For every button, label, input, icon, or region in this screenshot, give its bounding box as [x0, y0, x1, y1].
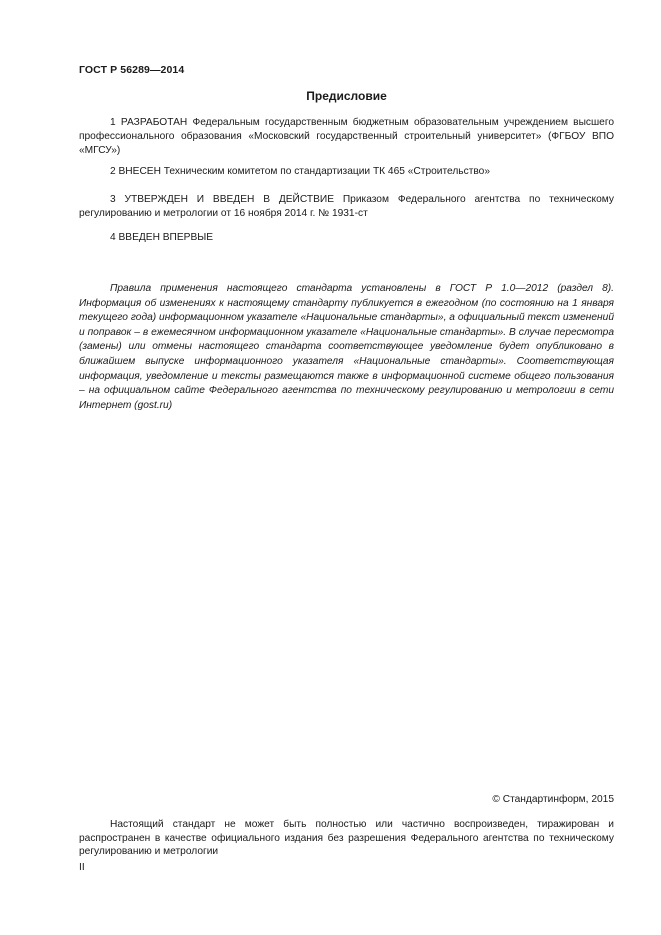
preface-item-submitted: 2 ВНЕСЕН Техническим комитетом по стандартизации ТК 465 «Строительство»: [110, 166, 490, 177]
reproduction-notice: Настоящий стандарт не может быть полностью или частично воспроизведен, тиражирован и распространен в качестве официального издания без разрешения Федерального агентства по техническому регулированию и метрологии: [79, 819, 614, 857]
preface-item-developed: 1 РАЗРАБОТАН Федеральным государственным бюджетным образовательным учреждением высшего профессионального образования «Московский государственный строительный университет» (ФГБОУ ВПО «МГСУ»): [79, 117, 614, 156]
application-rules-note: Правила применения настоящего стандарта установлены в ГОСТ Р 1.0—2012 (раздел 8). Информация об изменениях к настоящему стандарту публикуется в ежегодном (по состоянию на 1 января текущего года) информационном указателе «Национальные стандарты», а официальный текст изменений и поправок – в ежемесячном информационном указателе «Национальные стандарты». В случае пересмотра (замены) или отмены настоящего стандарта соответствующее уведомление будет опубликовано в ближайшем выпуске информационного указателя «Национальные стандарты». Соответствующая информация, уведомление и тексты размещаются также в информационной системе общего пользования – на официальном сайте Федерального агентства по техническому регулированию и метрологии в сети Интернет (gost.ru): [79, 283, 614, 411]
page-title: Предисловие: [306, 89, 387, 103]
standard-id: ГОСТ Р 56289—2014: [79, 64, 185, 76]
page-number: II: [79, 862, 85, 873]
copyright: © Стандартинформ, 2015: [492, 794, 614, 805]
preface-item-introduced: 4 ВВЕДЕН ВПЕРВЫЕ: [110, 232, 214, 243]
preface-item-approved: 3 УТВЕРЖДЕН И ВВЕДЕН В ДЕЙСТВИЕ Приказом Федерального агентства по техническому регулированию и метрологии от 16 ноября 2014 г. № 1931-ст: [79, 194, 614, 219]
